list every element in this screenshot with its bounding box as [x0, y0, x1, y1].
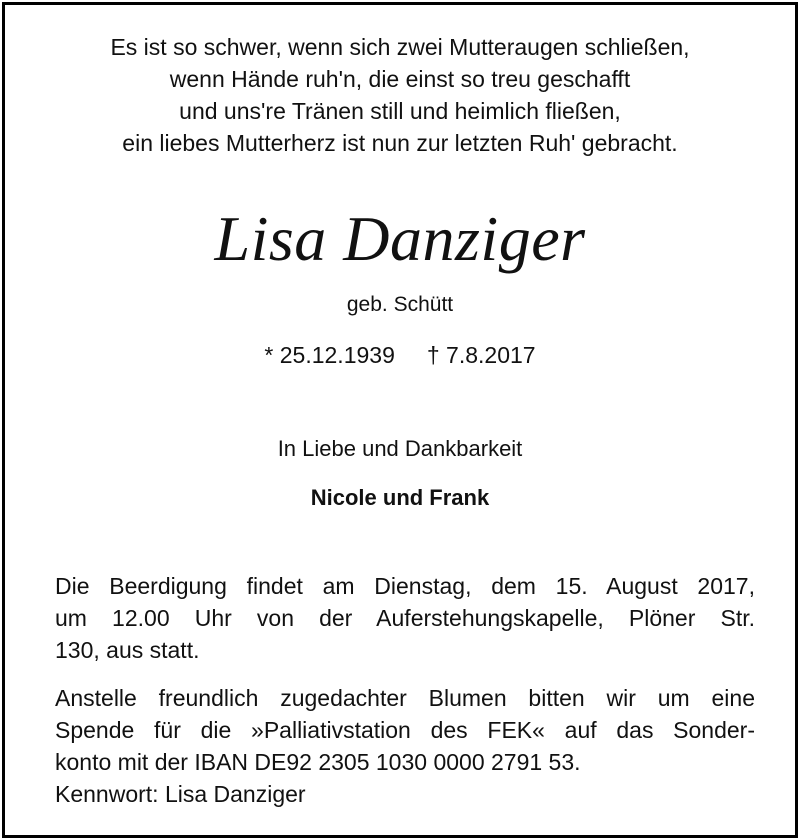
death-date: † 7.8.2017	[426, 342, 536, 368]
donation-line: Anstelle freundlich zugedachter Blumen bitten wir um eine	[55, 685, 755, 711]
funeral-line: Die Beerdigung findet am Dienstag, dem 15. August 2017,	[55, 573, 755, 599]
thanks-line: In Liebe und Dankbarkeit	[277, 436, 523, 461]
birth-date: * 25.12.1939	[264, 342, 395, 368]
memorial-poem	[5, 31, 795, 159]
funeral-line: um 12.00 Uhr von der Auferstehungskapelle, Plöner Str.	[55, 605, 755, 631]
donation-line: Kennwort: Lisa Danziger	[55, 781, 306, 807]
poem-line: Es ist so schwer, wenn sich zwei Mutteraugen schließen,	[110, 34, 690, 60]
deceased-name: Lisa Danziger	[214, 203, 586, 274]
poem-line: wenn Hände ruh'n, die einst so treu geschafft	[169, 66, 631, 92]
donation-line: Spende für die »Palliativstation des FEK« auf das Sonder-	[55, 717, 755, 743]
donation-line: konto mit der IBAN DE92 2305 1030 0000 2791 53.	[55, 749, 581, 775]
donation-info	[55, 682, 755, 810]
funeral-info	[55, 570, 755, 666]
signers: Nicole und Frank	[310, 485, 490, 510]
poem-line: und uns're Tränen still und heimlich fließen,	[179, 98, 621, 124]
life-dates	[5, 340, 795, 370]
funeral-line: 130, aus statt.	[55, 637, 200, 663]
poem-line: ein liebes Mutterherz ist nun zur letzten Ruh' gebracht.	[122, 130, 678, 156]
obituary-notice	[2, 2, 798, 838]
birth-name: geb. Schütt	[346, 293, 454, 316]
